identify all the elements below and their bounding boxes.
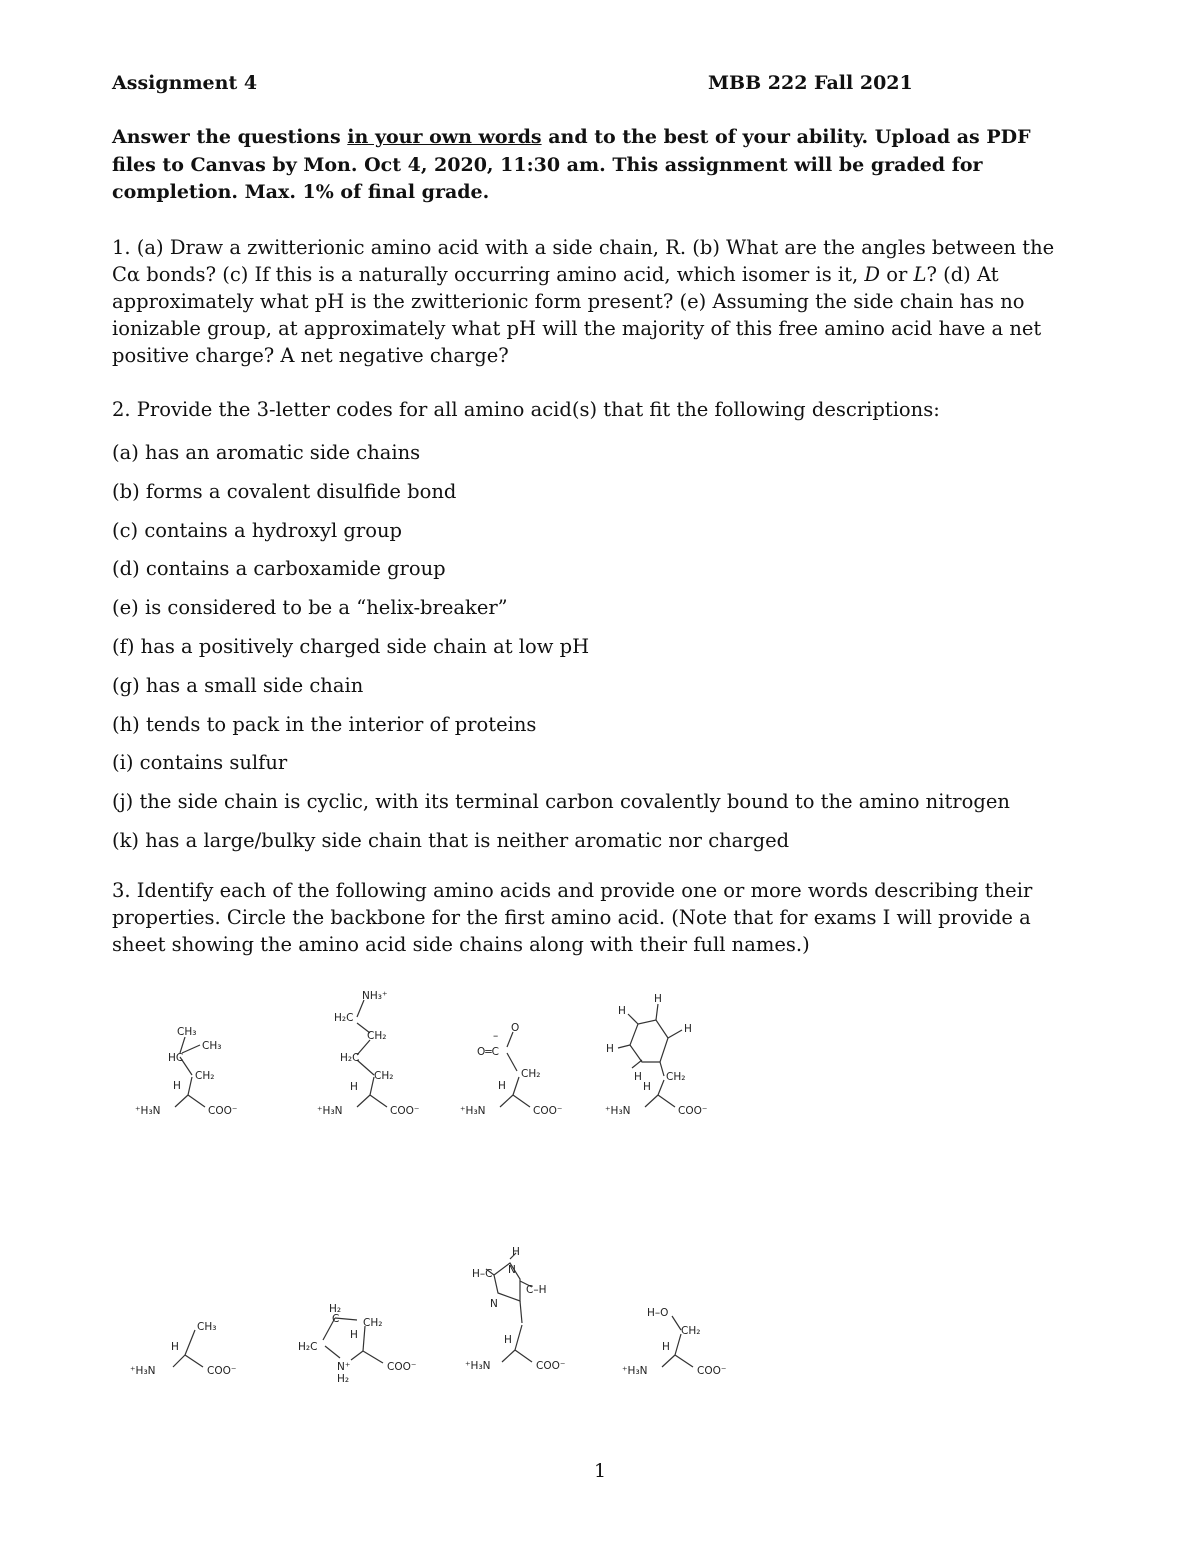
list-item: (b) forms a covalent disulfide bond bbox=[112, 479, 457, 503]
ch3-label: CH₃ bbox=[202, 1040, 222, 1052]
list-item: (k) has a large/bulky side chain that is neither aromatic nor charged bbox=[112, 828, 790, 852]
course-label: MBB 222 Fall 2021 bbox=[708, 72, 913, 94]
list-item: (h) tends to pack in the interior of proteins bbox=[112, 712, 537, 736]
nitrogen-label: N⁺ bbox=[337, 1361, 351, 1373]
h2-label: H₂ bbox=[329, 1303, 342, 1315]
amino-acid-structure-7 bbox=[460, 1245, 590, 1380]
q1-part-c: ? (d) At approximately what pH is the zwitterionic form present? (e) Assuming the side chain has no ionizable group, at approximately what pH will the majority of this free amino acid have a net positive charge? A net negative charge? bbox=[112, 263, 1042, 367]
ch2-label: CH₂ bbox=[666, 1071, 686, 1083]
alpha-h-label: H bbox=[662, 1341, 670, 1353]
amino-group-label: ⁺H₃N bbox=[130, 1365, 156, 1377]
amino-group-label: ⁺H₃N bbox=[605, 1105, 631, 1117]
list-item: (g) has a small side chain bbox=[112, 673, 364, 697]
l-isomer: L bbox=[913, 263, 927, 286]
ring-h-label: H bbox=[684, 1023, 692, 1035]
carboxylate-label: COO⁻ bbox=[536, 1360, 566, 1372]
amino-group-label: ⁺H₃N bbox=[465, 1360, 491, 1372]
list-item: (c) contains a hydroxyl group bbox=[112, 518, 402, 542]
carboxylate-label: COO⁻ bbox=[533, 1105, 563, 1117]
list-item: (f) has a positively charged side chain at low pH bbox=[112, 634, 590, 658]
amino-acid-structure-2 bbox=[312, 985, 442, 1125]
d-isomer: D bbox=[864, 263, 881, 286]
ch2-label: CH₂ bbox=[681, 1325, 701, 1337]
instructions bbox=[112, 124, 1080, 207]
hc-label: HC bbox=[168, 1052, 184, 1064]
carboxylate-label: COO⁻ bbox=[208, 1105, 238, 1117]
carbonyl-label: O═C bbox=[477, 1046, 499, 1058]
instructions-pre: Answer the questions bbox=[112, 126, 348, 148]
alpha-symbol: α bbox=[126, 263, 141, 286]
ch2-label: CH₂ bbox=[521, 1068, 541, 1080]
instructions-underlined: in your own words bbox=[347, 126, 542, 148]
amino-acid-structure-8 bbox=[617, 1298, 747, 1383]
amino-acid-structure-4 bbox=[600, 990, 740, 1125]
ch3-label: CH₃ bbox=[197, 1321, 217, 1333]
page-number: 1 bbox=[594, 1460, 607, 1482]
amino-acid-structure-3 bbox=[455, 1015, 585, 1125]
h2c-label: H₂C bbox=[334, 1012, 354, 1024]
instructions-post: and to the best of your ability. Upload as PDF files to Canvas by Mon. Oct 4, 2020, 11:30 am. This assignment will be graded for completion. Max. 1% of final grade. bbox=[112, 126, 1031, 203]
question-3: 3. Identify each of the following amino acids and provide one or more words describing their properties. Circle the backbone for the first amino acid. (Note that for exams I will provide a sheet showing the amino acid side chains along with their full names.) bbox=[112, 879, 1033, 956]
list-item: (d) contains a carboxamide group bbox=[112, 557, 446, 581]
question-2-list bbox=[112, 434, 1082, 861]
minus-label: – bbox=[493, 1030, 499, 1042]
carboxylate-label: COO⁻ bbox=[390, 1105, 420, 1117]
list-item: (e) is considered to be a “helix-breaker” bbox=[112, 596, 508, 620]
ring-h-label: H bbox=[618, 1005, 626, 1017]
hydroxyl-label: H–O bbox=[647, 1307, 669, 1319]
ring-hc-label: H–C bbox=[472, 1268, 493, 1280]
ring-nitrogen-label: N bbox=[508, 1264, 516, 1276]
question-2-intro: 2. Provide the 3-letter codes for all amino acid(s) that fit the following descriptions: bbox=[112, 398, 940, 421]
carboxylate-label: COO⁻ bbox=[697, 1365, 727, 1377]
ch2-label: CH₂ bbox=[195, 1070, 215, 1082]
ring-h-label: H bbox=[654, 993, 662, 1005]
ch2-label: CH₂ bbox=[374, 1070, 394, 1082]
amino-group-label: ⁺H₃N bbox=[135, 1105, 161, 1117]
q1-part-b: bonds? (c) If this is a naturally occurring amino acid, which isomer is it, bbox=[140, 263, 865, 286]
amino-acid-structure-5 bbox=[125, 1300, 255, 1385]
q1-or: or bbox=[880, 263, 914, 286]
ch2-label: CH₂ bbox=[367, 1030, 387, 1042]
alpha-h-label: H bbox=[350, 1081, 358, 1093]
assignment-title: Assignment 4 bbox=[112, 72, 258, 94]
list-item: (i) contains sulfur bbox=[112, 751, 288, 775]
alpha-h-label: H bbox=[350, 1329, 358, 1341]
amino-group-label: ⁺H₃N bbox=[622, 1365, 648, 1377]
ammonium-label: NH₃⁺ bbox=[362, 990, 388, 1002]
carboxylate-label: COO⁻ bbox=[678, 1105, 708, 1117]
alpha-h-label: H bbox=[504, 1334, 512, 1346]
amino-group-label: ⁺H₃N bbox=[317, 1105, 343, 1117]
alpha-h-label: H bbox=[643, 1081, 651, 1093]
carboxylate-label: COO⁻ bbox=[387, 1361, 417, 1373]
ring-ch-label: C–H bbox=[526, 1284, 547, 1296]
q1-part-a: 1. (a) Draw a zwitterionic amino acid with a side chain, R. (b) What are the angles between the C bbox=[112, 236, 1055, 286]
ring-h-label: H bbox=[512, 1246, 520, 1258]
h2-label: H₂ bbox=[337, 1373, 350, 1385]
oxygen-label: O bbox=[511, 1022, 520, 1034]
alpha-h-label: H bbox=[498, 1080, 506, 1092]
alpha-h-label: H bbox=[173, 1080, 181, 1092]
amino-acid-structure-6 bbox=[295, 1296, 435, 1391]
alpha-h-label: H bbox=[171, 1341, 179, 1353]
list-item: (a) has an aromatic side chains bbox=[112, 441, 421, 464]
ch3-label: CH₃ bbox=[177, 1026, 197, 1038]
ring-h-label: H bbox=[606, 1043, 614, 1055]
ch2-label: CH₂ bbox=[363, 1317, 383, 1329]
h2c-label: H₂C bbox=[340, 1052, 360, 1064]
carbon-label: C bbox=[332, 1313, 340, 1325]
list-item: (j) the side chain is cyclic, with its terminal carbon covalently bound to the amino nitrogen bbox=[112, 790, 1010, 814]
ring-nitrogen-label: N bbox=[490, 1298, 498, 1310]
carboxylate-label: COO⁻ bbox=[207, 1365, 237, 1377]
ring-h-label: H bbox=[634, 1071, 642, 1083]
question-1 bbox=[112, 234, 1082, 369]
h2c-label: H₂C bbox=[298, 1341, 318, 1353]
amino-acid-structure-1 bbox=[130, 1015, 260, 1125]
amino-group-label: ⁺H₃N bbox=[460, 1105, 486, 1117]
